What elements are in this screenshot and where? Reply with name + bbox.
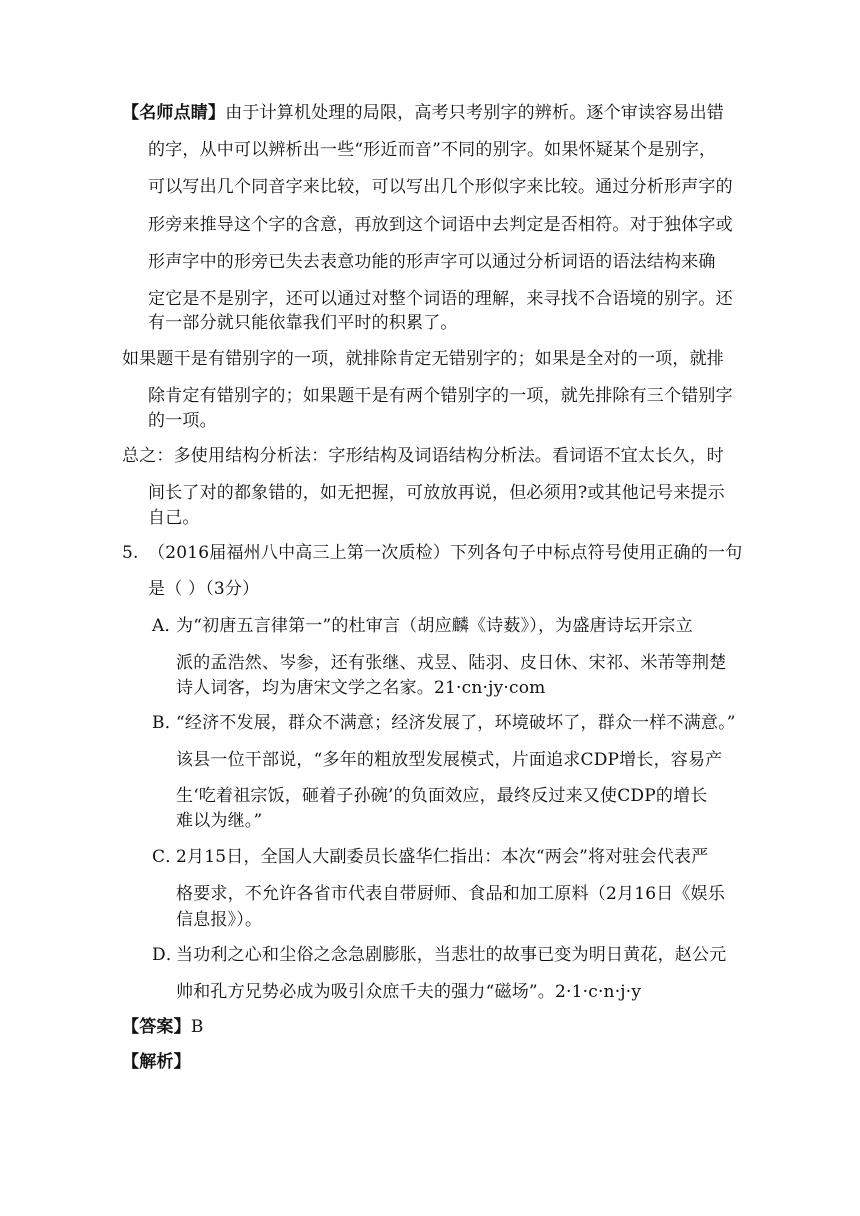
option-b-line-1: “经济不发展，群众不满意；经济发展了，环境破坏了，群众一样不满意。” bbox=[176, 713, 736, 733]
option-d-letter: D． bbox=[152, 945, 184, 965]
option-c-letter: C． bbox=[152, 847, 183, 867]
option-b-line-2: 该县一位干部说，“多年的粗放型发展模式，片面追求CDP增长，容易产 bbox=[176, 750, 723, 770]
answer-line bbox=[122, 1015, 204, 1039]
option-a-line-2: 派的孟浩然、岑参，还有张继、戎昱、陆羽、皮日休、宋祁、米芾等荆楚 bbox=[176, 653, 727, 673]
para3-line-3: 自己。 bbox=[148, 508, 200, 528]
option-b-letter: B． bbox=[152, 713, 182, 733]
option-a-letter: A． bbox=[152, 616, 182, 636]
tip-line-7: 有一部分就只能依靠我们平时的积累了。 bbox=[148, 313, 458, 333]
answer-label: 【答案】 bbox=[122, 1017, 191, 1037]
option-d-line-2: 帅和孔方兄势必成为吸引众庶千夫的强力“磁场”。2·1·c·n·j·y bbox=[176, 982, 642, 1002]
answer-value: B bbox=[190, 1017, 204, 1037]
tip-line-3: 可以写出几个同音字来比较，可以写出几个形似字来比较。通过分析形声字的 bbox=[148, 177, 733, 197]
tip-line-4: 形旁来推导这个字的含意，再放到这个词语中去判定是否相符。对于独体字或 bbox=[148, 215, 733, 235]
question-stem-1: （2016届福州八中高三上第一次质检）下列各句子中标点符号使用正确的一句 bbox=[148, 543, 743, 563]
question-line-1 bbox=[122, 541, 139, 565]
tip-line-6: 定它是不是别字，还可以通过对整个词语的理解，来寻找不合语境的别字。还 bbox=[148, 289, 733, 309]
option-c-line-2: 格要求，不允许各省市代表自带厨师、食品和加工原料（2月16日《娱乐 bbox=[176, 884, 726, 904]
para2-line-3: 的一项。 bbox=[148, 411, 217, 431]
option-a-line-1: 为“初唐五言律第一”的杜审言（胡应麟《诗薮》），为盛唐诗坛开宗立 bbox=[176, 616, 693, 636]
para2-line-2: 除肯定有错别字的；如果题干是有两个错别字的一项，就先排除有三个错别字 bbox=[148, 386, 733, 406]
option-b-line-3: 生‘吃着祖宗饭，砸着子孙碗’的负面效应，最终反过来又使CDP的增长 bbox=[176, 786, 708, 806]
option-a-line-3: 诗人词客，均为唐宋文学之名家。21·cn·jy·com bbox=[176, 678, 546, 698]
tip-line-5: 形声字中的形旁已失去表意功能的形声字可以通过分析词语的语法结构来确 bbox=[148, 252, 716, 272]
option-d-line-1: 当功利之心和尘俗之念急剧膨胀，当悲壮的故事已变为明日黄花，赵公元 bbox=[176, 945, 727, 965]
tip-text: 由于计算机处理的局限，高考只考别字的辨析。逐个审读容易出错 bbox=[225, 103, 725, 123]
tip-line-1 bbox=[122, 101, 724, 125]
analysis-label: 【解析】 bbox=[122, 1052, 191, 1072]
para2-line-1: 如果题干是有错别字的一项，就排除肯定无错别字的；如果是全对的一项，就排 bbox=[122, 349, 724, 369]
para3-line-1: 总之：多使用结构分析法：字形结构及词语结构分析法。看词语不宜太长久，时 bbox=[122, 446, 724, 466]
option-c-line-3: 信息报》）。 bbox=[176, 910, 263, 930]
question-stem-2: 是（ ）（3分） bbox=[148, 579, 260, 599]
tip-label: 【名师点睛】 bbox=[122, 103, 226, 123]
tip-line-2: 的字，从中可以辨析出一些“形近而音”不同的别字。如果怀疑某个是别字， bbox=[148, 140, 717, 160]
para3-line-2: 间长了对的都象错的，如无把握，可放放再说，但必须用?或其他记号来提示 bbox=[148, 483, 725, 503]
option-c-line-1: 2月15日，全国人大副委员长盛华仁指出：本次“两会”将对驻会代表严 bbox=[176, 847, 709, 867]
option-b-line-4: 难以为继。” bbox=[176, 811, 263, 831]
question-number: 5. bbox=[122, 543, 139, 563]
